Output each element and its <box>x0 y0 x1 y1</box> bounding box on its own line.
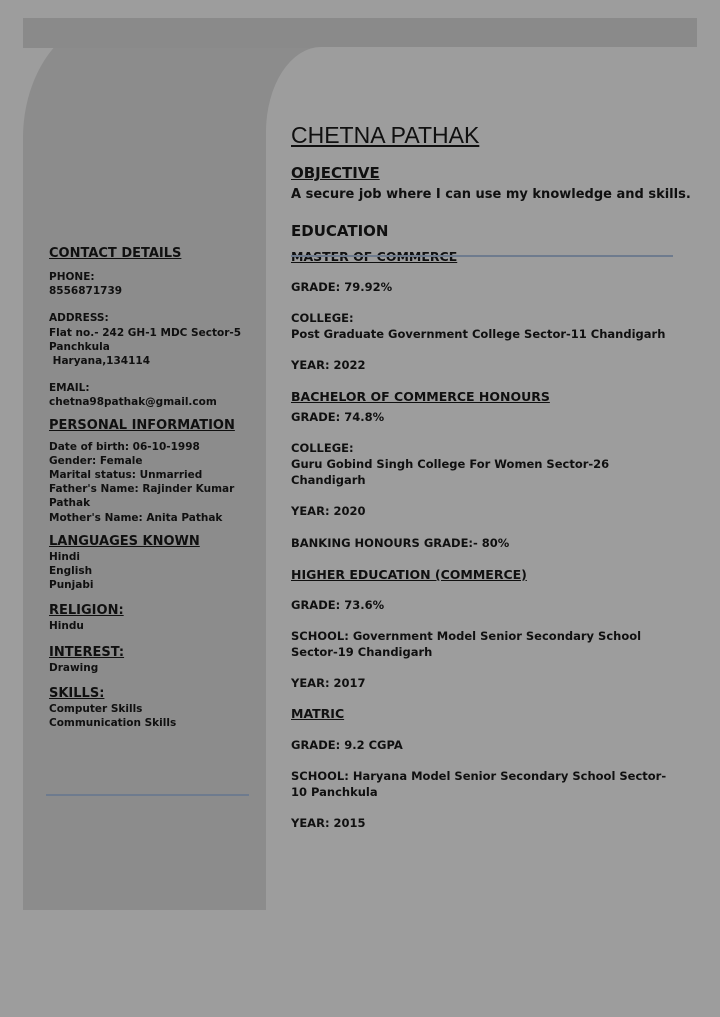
education-divider <box>291 255 673 257</box>
mother-name: Mother's Name: Anita Pathak <box>49 511 223 524</box>
phone-value: 8556871739 <box>49 285 123 298</box>
bachelors-year: YEAR: 2020 <box>291 504 366 518</box>
higher-school: SCHOOL: Government Model Senior Secondary School <box>291 629 642 643</box>
address-line: Haryana,134114 <box>49 355 151 368</box>
masters-grade: GRADE: 79.92% <box>291 280 393 294</box>
masters-title <box>291 249 691 265</box>
objective-text: A secure job where I can use my knowledge and skills. <box>291 187 691 202</box>
address-label: ADDRESS: <box>49 312 109 325</box>
skills-heading: SKILLS: <box>49 685 105 701</box>
higher-title: HIGHER EDUCATION (COMMERCE) <box>291 567 527 582</box>
education-heading: EDUCATION <box>291 222 389 240</box>
email-value: chetna98pathak@gmail.com <box>49 396 217 409</box>
higher-year: YEAR: 2017 <box>291 676 366 690</box>
marital-status: Marital status: Unmarried <box>49 469 203 482</box>
religion-heading: RELIGION: <box>49 603 124 619</box>
matric-school-cont: 10 Panchkula <box>291 785 378 799</box>
higher-grade: GRADE: 73.6% <box>291 598 385 612</box>
masters-college-label: COLLEGE: <box>291 311 354 325</box>
masters-college: Post Graduate Government College Sector-11 Chandigarh <box>291 327 666 341</box>
personal-heading: PERSONAL INFORMATION <box>49 417 235 433</box>
phone-label: PHONE: <box>49 271 95 283</box>
skill-item: Communication Skills <box>49 717 177 730</box>
bachelors-college-label: COLLEGE: <box>291 441 354 455</box>
bachelors-college-cont: Chandigarh <box>291 473 366 487</box>
father-name: Father's Name: Rajinder Kumar <box>49 483 235 496</box>
address-line: Panchkula <box>49 340 110 353</box>
interest-heading: INTEREST: <box>49 644 125 660</box>
sidebar-divider <box>46 794 249 796</box>
higher-school-cont: Sector-19 Chandigarh <box>291 645 433 659</box>
interest-value: Drawing <box>49 661 99 674</box>
gender: Gender: Female <box>49 454 143 467</box>
religion-value: Hindu <box>49 620 84 633</box>
dob: Date of birth: 06-10-1998 <box>49 440 200 453</box>
matric-title: MATRIC <box>291 706 345 721</box>
banking-grade: BANKING HONOURS GRADE:- 80% <box>291 536 510 550</box>
bachelors-grade: GRADE: 74.8% <box>291 410 385 424</box>
top-band <box>23 18 697 48</box>
candidate-name: CHETNA PATHAK <box>291 122 480 148</box>
main-content <box>291 118 691 831</box>
email-label: EMAIL: <box>49 382 90 395</box>
bachelors-title: BACHELOR OF COMMERCE HONOURS <box>291 389 550 404</box>
address-line: Flat no.- 242 GH-1 MDC Sector-5 <box>49 326 242 339</box>
objective-heading: OBJECTIVE <box>291 164 380 182</box>
father-name-cont: Pathak <box>49 497 91 510</box>
skill-item: Computer Skills <box>49 702 143 715</box>
language-item: Punjabi <box>49 579 94 592</box>
masters-year: YEAR: 2022 <box>291 358 366 372</box>
language-item: English <box>49 565 93 578</box>
bachelors-college: Guru Gobind Singh College For Women Sector-26 <box>291 457 610 471</box>
language-item: Hindi <box>49 550 80 563</box>
matric-school: SCHOOL: Haryana Model Senior Secondary School Sector- <box>291 769 667 783</box>
matric-grade: GRADE: 9.2 CGPA <box>291 738 403 752</box>
contact-heading: CONTACT DETAILS <box>49 246 182 261</box>
matric-year: YEAR: 2015 <box>291 816 366 830</box>
languages-heading: LANGUAGES KNOWN <box>49 533 200 549</box>
sidebar <box>49 246 259 730</box>
